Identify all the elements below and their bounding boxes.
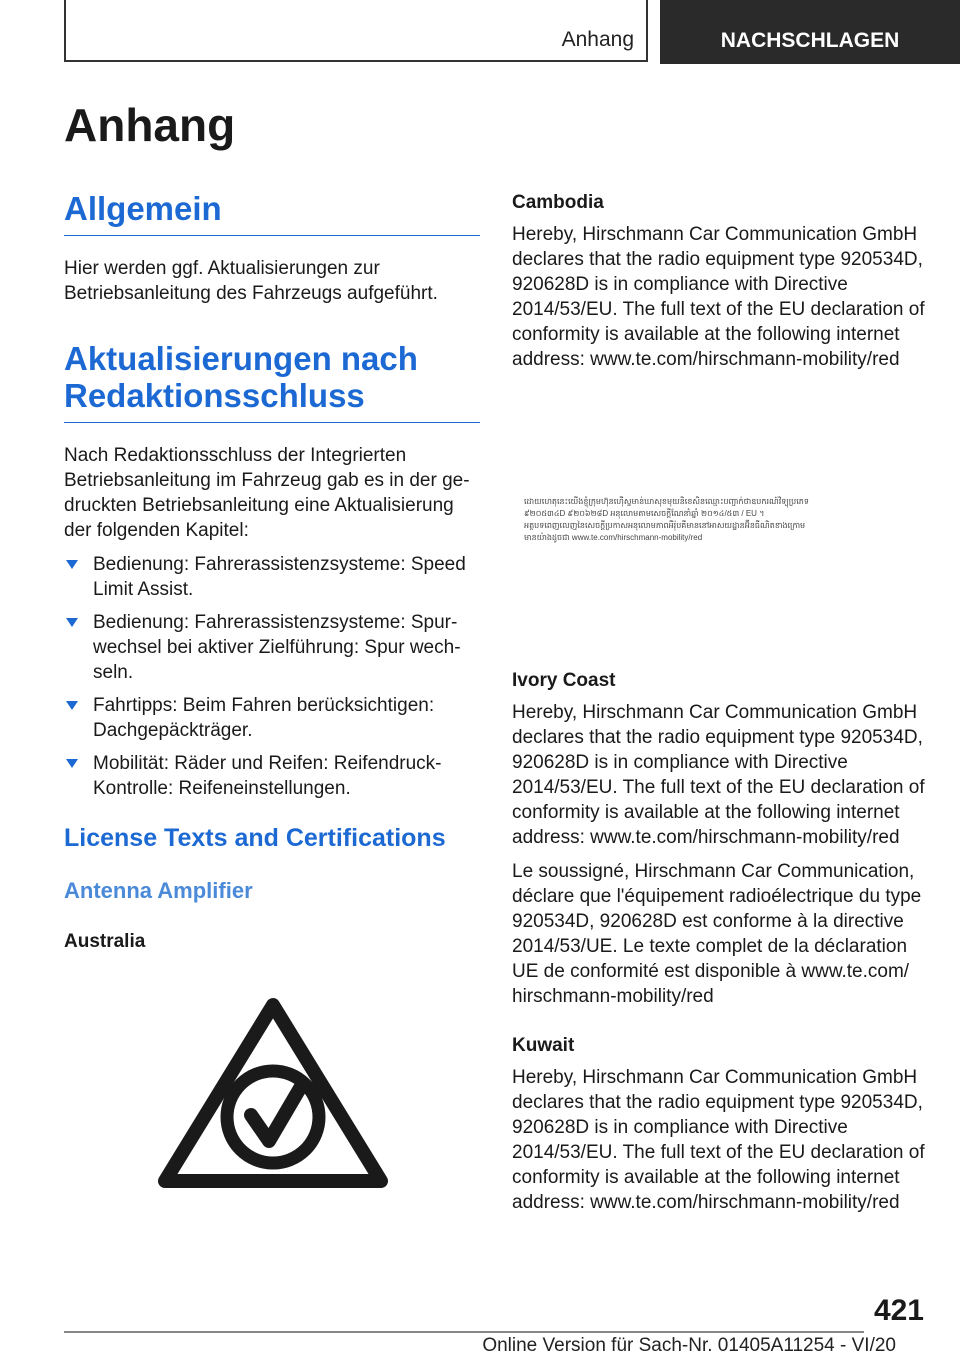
khmer-line-3: អត្ថបទពេញលេញនៃសេចក្តីប្រកាសអនុលោមភាពអឺរ៉ុបគឺមាននៅអាសយដ្ឋានអ៊ីនធឺណិតខាងក្រោម: [524, 521, 806, 530]
page-title: Anhang: [64, 99, 236, 151]
list-item: Fahrtipps: Beim Fahren berücksichtigen: Dachgepäckträger.: [64, 693, 480, 743]
rcm-compliance-mark-icon: [155, 995, 391, 1195]
kuwait-text: Hereby, Hirschmann Car Communication GmbH declares that the radio equipment type 920534D, 920628D is in compliance with Directive 2014/53/EU. The full text of the EU declaration of conformity is available at the following internet address: www.te.com/hirschmann-mobility/red: [512, 1067, 925, 1213]
label-cambodia: Cambodia: [512, 192, 604, 213]
list-item: Bedienung: Fahrerassistenzsysteme: Speed Limit Assist.: [64, 552, 480, 602]
left-column: [64, 190, 480, 954]
updates-list: [64, 552, 480, 801]
heading-updates-line1: Aktualisierungen nach: [64, 340, 418, 377]
heading-license: License Texts and Certifications: [64, 824, 446, 852]
heading-antenna: Antenna Amplifier: [64, 878, 253, 903]
khmer-line-4: មានយ៉ាងដូចជា www.te.com/hirschmann-mobility/red: [524, 533, 703, 542]
footer-divider: [64, 1331, 864, 1333]
ivory-coast-text-fr: Le soussigné, Hirschmann Car Communication, déclare que l'équipement radioélectrique du type 920534D, 920628D est conforme à la directive 2014/53/UE. Le texte complet de la déclaration UE de conformité est disponible à www.te.com/ hirschmann-mobility/red: [512, 861, 922, 1007]
label-ivory-coast: Ivory Coast: [512, 670, 616, 691]
list-item: Mobilität: Räder und Reifen: Reifendruck-Kontrolle: Reifeneinstellungen.: [64, 751, 480, 801]
list-item: Bedienung: Fahrerassistenzsysteme: Spurwechsel bei aktiver Zielführung: Spur wechseln.: [64, 610, 480, 685]
triangle-bullet-icon: [66, 618, 78, 627]
header-tab-nachschlagen[interactable]: NACHSCHLAGEN: [660, 0, 960, 64]
footer-version-text: Online Version für Sach-Nr. 01405A11254 - VI/20: [482, 1335, 896, 1356]
triangle-bullet-icon: [66, 759, 78, 768]
triangle-bullet-icon: [66, 560, 78, 569]
ivory-coast-text-en: Hereby, Hirschmann Car Communication GmbH declares that the radio equipment type 920534D, 920628D is in compliance with Directive 2014/53/EU. The full text of the EU declaration of conformity is available at the following internet address: www.te.com/hirschmann-mobility/red: [512, 702, 925, 848]
updates-intro: Nach Redaktionsschluss der Integrierten Betriebsanleitung im Fahrzeug gab es in der gedruckten Betriebsanleitung eine Aktualisierung der folgenden Kapitel:: [64, 445, 470, 541]
label-kuwait: Kuwait: [512, 1035, 575, 1056]
khmer-declaration-image: [512, 496, 928, 554]
heading-updates-line2: Redaktionsschluss: [64, 377, 365, 414]
right-column-lower: [512, 668, 928, 1215]
right-column: [512, 190, 928, 372]
cambodia-text: Hereby, Hirschmann Car Communication GmbH declares that the radio equipment type 920534D, 920628D is in compliance with Directive 2014/53/EU. The full text of the EU declaration of conformity is available at the following internet address: www.te.com/hirschmann-mobility/red: [512, 224, 925, 370]
khmer-line-2: ៩២០៥៣៤D ៩២០៦២៨D អនុលោមតាមសេចក្តីណែនាំឆ្នាំ ២០១៤/៥៣ / EU ។: [524, 509, 765, 518]
label-australia: Australia: [64, 931, 146, 952]
page-number: 421: [873, 1294, 924, 1327]
allgemein-text: Hier werden ggf. Aktualisierungen zur Betriebsanleitung des Fahrzeugs aufgeführt.: [64, 258, 438, 304]
heading-updates: [64, 340, 480, 423]
khmer-line-1: ដោយហេតុនេះយើងខ្ញុំក្រុមហ៊ុនហ៊ើស្ចមាន់ឃាសុខមុយនិខេសិនឈ្មោះបញ្ជាក់ថាឧបករណ៍វិទ្យុប្រភេទ: [524, 497, 809, 506]
header-section-label: Anhang: [561, 28, 634, 51]
heading-allgemein: Allgemein: [64, 190, 480, 236]
triangle-bullet-icon: [66, 701, 78, 710]
header-frame: [64, 0, 648, 62]
